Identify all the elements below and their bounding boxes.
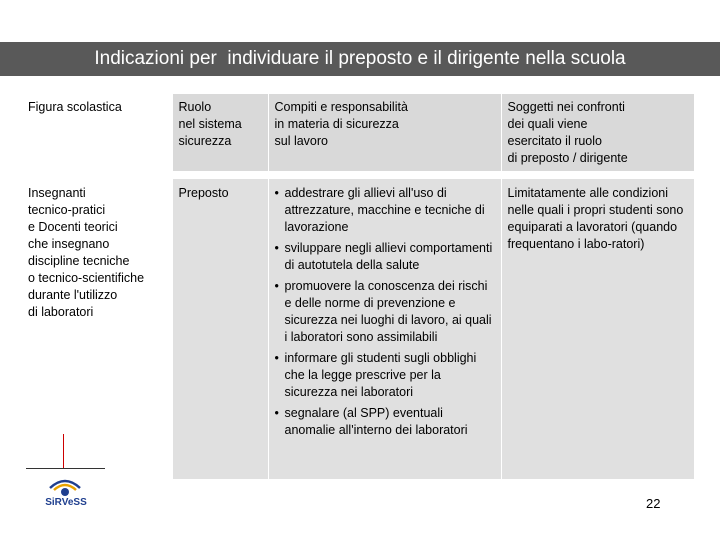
- cell-soggetti: Limitatamente alle condizioni nelle quali i propri studenti sono equiparati a lavoratori (quando frequentano i labo-ratori): [501, 179, 694, 479]
- logo-text: SiRVeSS: [45, 497, 87, 508]
- list-item: • informare gli studenti sugli obblighi che la legge prescrive per la sicurezza nei laboratori: [274, 351, 477, 399]
- sirvess-logo-icon: [48, 476, 82, 498]
- cell-figura: Insegnanti tecnico-pratici e Docenti teorici che insegnano discipline tecniche o tecnico-scientifiche durante l'utilizzo di laboratori: [22, 179, 172, 479]
- list-item: • promuovere la conoscenza dei rischi e delle norme di prevenzione e sicurezza nei luoghi di lavoro, ai quali i laboratori sono assimilabili: [274, 279, 492, 344]
- decor-line-vertical: [63, 434, 64, 468]
- header-ruolo: Ruolo nel sistema sicurezza: [172, 94, 268, 171]
- header-compiti: Compiti e responsabilità in materia di sicurezza sul lavoro: [268, 94, 501, 171]
- sirvess-logo: [26, 434, 106, 512]
- cell-ruolo: Preposto: [172, 179, 268, 479]
- header-figura: Figura scolastica: [22, 94, 172, 171]
- page-number: 22: [646, 496, 661, 511]
- table-row: [22, 179, 694, 479]
- list-item: • segnalare (al SPP) eventuali anomalie all'interno dei laboratori: [274, 406, 468, 437]
- cell-compiti: [268, 179, 501, 479]
- roles-table: [22, 94, 694, 479]
- list-item: • sviluppare negli allievi comportamenti di autotutela della salute: [274, 241, 493, 272]
- header-soggetti: Soggetti nei confronti dei quali viene esercitato il ruolo di preposto / dirigente: [501, 94, 694, 171]
- table-header-row: [22, 94, 694, 171]
- slide-title: Indicazioni per individuare il preposto e il dirigente nella scuola: [0, 42, 720, 76]
- tasks-list: [275, 185, 495, 439]
- decor-line-horizontal: [26, 468, 105, 469]
- list-item: • addestrare gli allievi all'uso di attrezzature, macchine e tecniche di lavorazione: [274, 186, 485, 234]
